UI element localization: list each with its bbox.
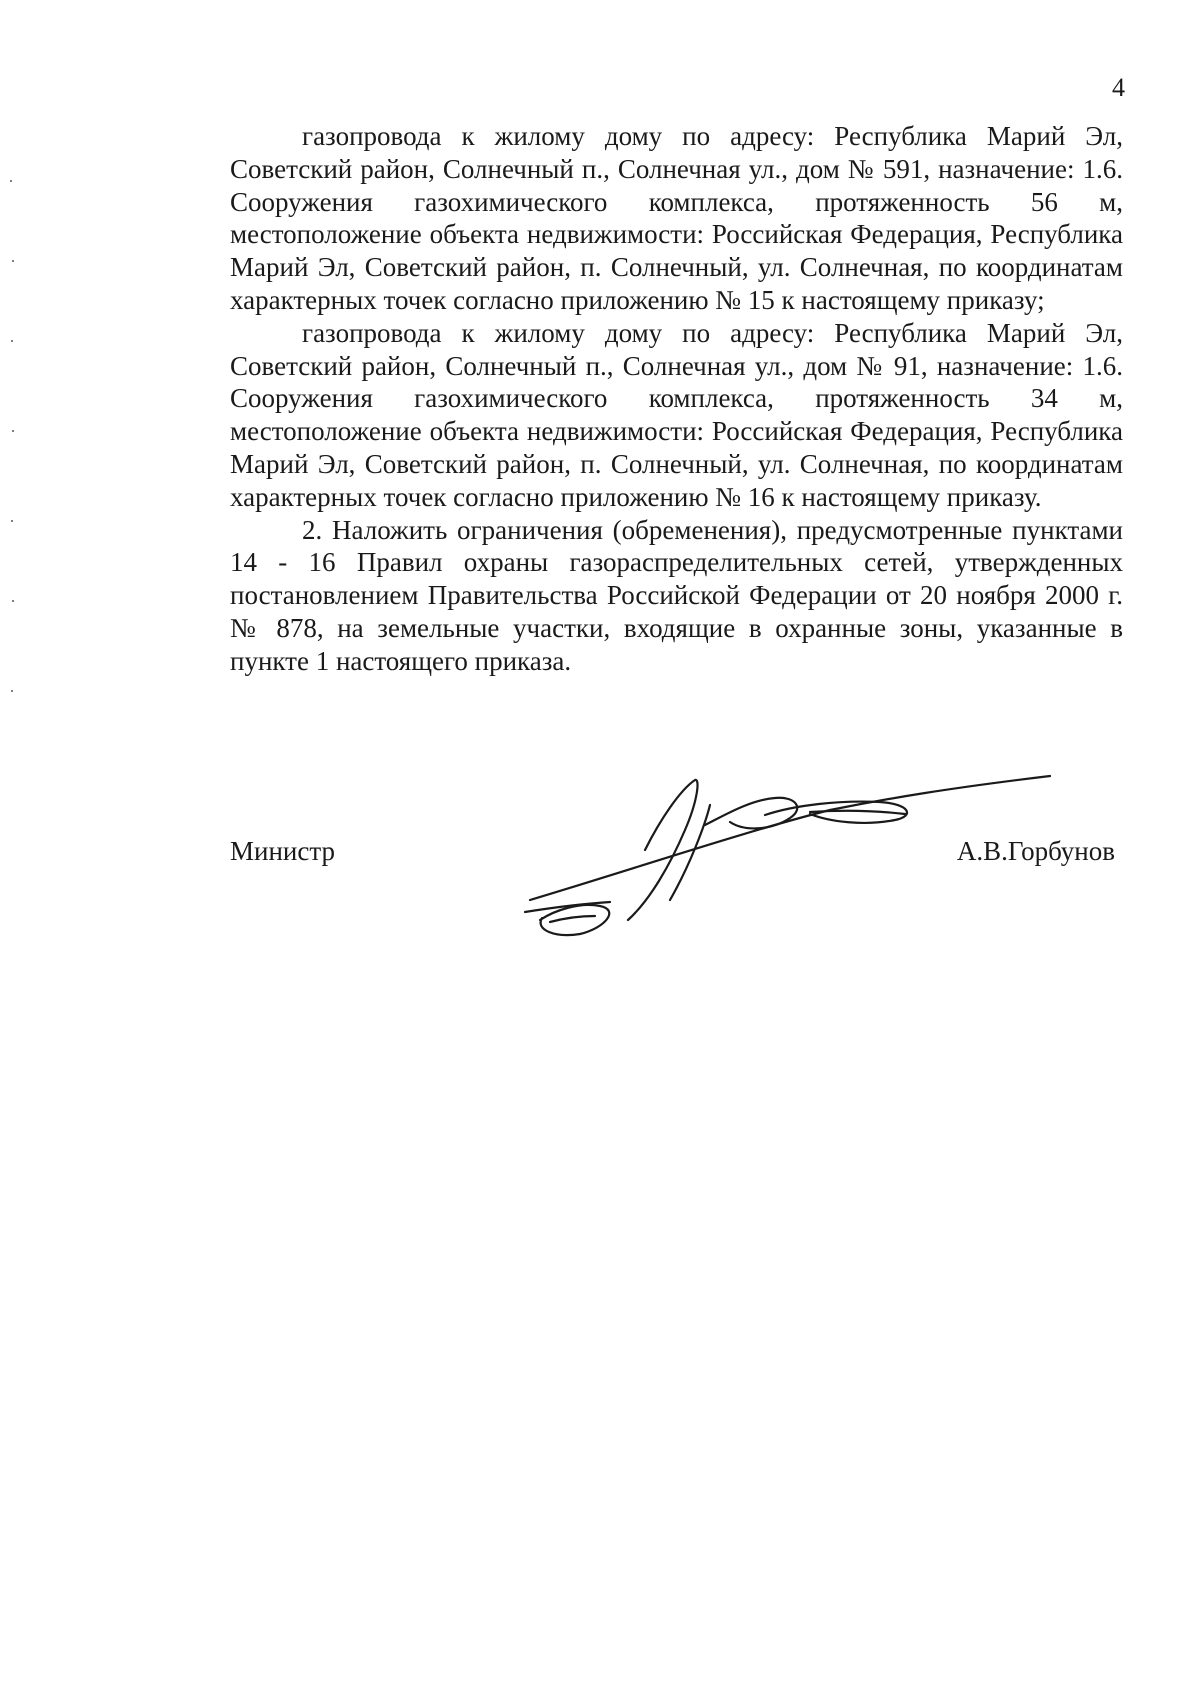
paragraph-gas-pipeline-591: газопровода к жилому дому по адресу: Республика Марий Эл, Советский район, Солнечный п., Солнечная ул., дом № 591, назначение: 1.6. Сооружения газохимического комплекса, протяженность 56 м, местоположение объекта недвижимости: Российская Федерация, Республика Марий Эл, Советский район, п. Солнечный, ул. Солнечная, по координатам характерных точек согласно приложению № 15 к настоящему приказу; xyxy=(230,121,1123,315)
document-body xyxy=(230,120,1123,678)
signer-position: Министр xyxy=(230,836,335,866)
page-number: 4 xyxy=(1112,73,1125,102)
scan-margin-artifacts xyxy=(6,0,26,800)
paragraph-gas-pipeline-91: газопровода к жилому дому по адресу: Республика Марий Эл, Советский район, Солнечный п., Солнечная ул., дом № 91, назначение: 1.6. Сооружения газохимического комплекса, протяженность 34 м, местоположение объекта недвижимости: Российская Федерация, Республика Марий Эл, Советский район, п. Солнечный, ул. Солнечная, по координатам характерных точек согласно приложению № 16 к настоящему приказу. xyxy=(230,317,1123,512)
handwritten-signature xyxy=(510,770,1070,940)
signer-name: А.В.Горбунов xyxy=(956,836,1115,866)
paragraph-restrictions: 2. Наложить ограничения (обременения), предусмотренные пунктами 14 - 16 Правил охраны газораспределительных сетей, утвержденных постановлением Правительства Российской Федерации от 20 ноября 2000 г. № 878, на земельные участки, входящие в охранные зоны, указанные в пункте 1 настоящего приказа. xyxy=(230,514,1123,676)
